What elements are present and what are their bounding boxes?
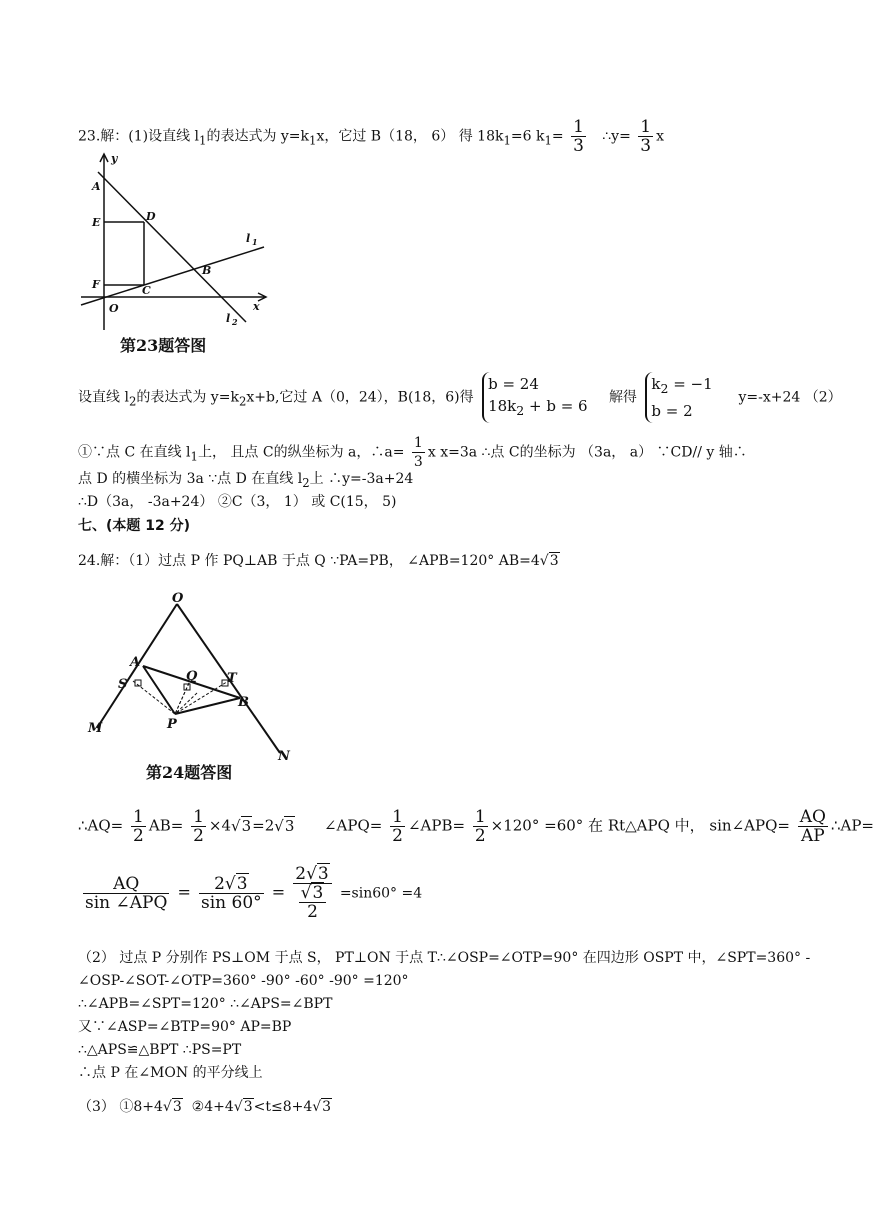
label-Q: Q — [186, 669, 198, 684]
label-O: O — [109, 302, 119, 315]
q24-part2-e: ∴△APS≌△BPT ∴PS=PT — [78, 1042, 242, 1058]
radicand: 3 — [243, 1099, 253, 1115]
text: 的表达式为 y=k — [206, 128, 310, 145]
label-A: A — [92, 180, 101, 193]
q23-part2-a — [78, 434, 747, 471]
fraction-one-third — [571, 118, 586, 155]
num — [299, 884, 327, 903]
text: 解得 — [608, 389, 637, 406]
fraction-one-third-2 — [638, 118, 653, 155]
text: 的表达式为 y=k — [136, 389, 239, 406]
sqrt: √3 — [312, 1099, 332, 1115]
num: 1 — [413, 435, 423, 451]
fraction-one-third-3 — [412, 434, 425, 471]
sub: 1 — [544, 133, 552, 148]
eq: k — [651, 375, 661, 393]
label-N: N — [278, 749, 290, 764]
q24-part2-a: （2） 过点 P 分别作 PS⊥OM 于点 S， PT⊥ON 于点 T∴∠OSP=∠OTP=90° 在四边形 OSPT 中，∠SPT=360° - — [78, 950, 811, 966]
text: ×120° =60° 在 Rt△APQ 中， sin∠APQ= — [490, 816, 790, 835]
label-l1: l — [246, 232, 251, 245]
num: AQ — [83, 875, 169, 894]
label-S: S — [118, 677, 128, 692]
sqrt: √3 — [224, 873, 248, 894]
figure-24 — [82, 588, 302, 763]
eq: b = 2 — [651, 402, 693, 420]
text: = — [551, 128, 564, 145]
label-l1-sub: 1 — [252, 237, 258, 247]
label-D: D — [146, 210, 156, 223]
fraction-aq-ap — [798, 808, 828, 845]
label-C: C — [142, 284, 151, 297]
sub: 1 — [503, 133, 511, 148]
text: ①∵点 C 在直线 l — [78, 444, 191, 461]
sqrt: √3 — [231, 816, 252, 835]
fraction-sqrt3-2 — [299, 884, 327, 921]
num: 1 — [133, 807, 144, 827]
fraction-half-4 — [473, 808, 488, 845]
text: 上， 且点 C的纵坐标为 a，∴a= — [197, 444, 405, 461]
text: 24.解：（1）过点 P 作 PQ⊥AB 于点 Q ∵PA=PB， ∠APB=120° AB=4 — [78, 553, 540, 569]
den: 2 — [474, 826, 486, 846]
q24-part2-f: ∴点 P 在∠MON 的平分线上 — [78, 1065, 263, 1081]
sqrt: √3 — [274, 816, 295, 835]
sub: 2 — [128, 394, 137, 409]
radicand: 3 — [284, 816, 295, 835]
label-l2: l — [226, 312, 231, 325]
text: =sin60° =4 — [339, 885, 423, 902]
label-B: B — [202, 264, 212, 277]
sub: 2 — [516, 403, 525, 418]
text: =2 — [252, 816, 275, 835]
q24-line1 — [78, 551, 560, 571]
fraction-aq-sin — [83, 875, 169, 912]
figure-24-caption: 第24题答图 — [146, 763, 233, 782]
section-heading: 七、(本题 12 分) — [78, 518, 191, 534]
den: 2 — [392, 826, 403, 846]
q23-part2-c: ∴D（3a， -3a+24） ②C（3， 1） 或 C(15， 5) — [78, 494, 397, 510]
radicand: 3 — [241, 816, 252, 835]
text: 上 ∴y=-3a+24 — [309, 471, 414, 487]
den: AP — [800, 826, 825, 846]
q24-part2-d: 又∵∠ASP=∠BTP=90° AP=BP — [78, 1019, 292, 1035]
den: 3 — [413, 454, 423, 470]
sqrt: √3 — [233, 1099, 253, 1115]
fraction-2sqrt3-sin60 — [199, 875, 264, 912]
q24-aq-line — [78, 808, 874, 845]
text: x x=3a ∴点 C的坐标为 （3a， a） ∵CD// y 轴∴ — [427, 444, 747, 461]
eq: b = 24 — [488, 375, 539, 393]
q24-part2-b: ∠OSP-∠SOT-∠OTP=360° -90° -60° -90° =120° — [78, 973, 409, 989]
fraction-half — [131, 808, 146, 845]
radicand: 3 — [549, 553, 559, 569]
text: ∴y= — [602, 128, 631, 145]
label-A: A — [130, 655, 141, 670]
text: 设直线 l — [78, 389, 129, 406]
text: 2 — [295, 864, 307, 884]
text: y=-x+24 （2） — [738, 389, 842, 406]
text: x+b,它过 A（0，24），B(18，6)得 — [246, 389, 474, 406]
sub: 1 — [190, 449, 198, 464]
radicand: 3 — [317, 864, 329, 884]
eq: 18k — [488, 397, 517, 415]
num: AQ — [799, 807, 826, 827]
fraction-half-2 — [191, 808, 206, 845]
q23-line2 — [78, 372, 842, 423]
sqrt: √3 — [300, 883, 324, 903]
sub: 2 — [660, 381, 669, 396]
text: <t≤8+4 — [253, 1099, 313, 1115]
text: ∠APB= — [407, 816, 466, 835]
figure-23-caption: 第23题答图 — [120, 336, 207, 355]
text: =6 k — [510, 128, 545, 145]
radicand: 3 — [312, 883, 324, 903]
num — [199, 875, 264, 894]
label-x: x — [253, 300, 260, 313]
num: 1 — [474, 807, 486, 827]
sub: 1 — [199, 133, 207, 148]
fraction-half-3 — [390, 808, 405, 845]
equation-system-1 — [482, 372, 592, 423]
sqrt: √3 — [306, 864, 329, 884]
radicand: 3 — [236, 873, 248, 894]
den: 3 — [640, 136, 652, 156]
sub: 1 — [309, 133, 317, 148]
label-B: B — [238, 695, 249, 710]
eq: = −1 — [668, 375, 713, 393]
sqrt: √3 — [539, 553, 559, 569]
sqrt: √3 — [162, 1099, 182, 1115]
text: ∴AP= — [830, 816, 874, 835]
den — [293, 884, 332, 921]
sub: 2 — [302, 475, 310, 490]
num: 1 — [573, 117, 584, 137]
num: 1 — [640, 117, 652, 137]
eq: + b = 6 — [524, 397, 588, 415]
fraction-compound — [293, 865, 332, 921]
num: 1 — [392, 807, 403, 827]
text: ∴AQ= — [78, 816, 124, 835]
text: AB= — [148, 816, 184, 835]
equation-system-2 — [645, 372, 716, 423]
text: （3） ①8+4 — [78, 1099, 163, 1115]
den: 3 — [573, 136, 584, 156]
q24-part2-c: ∴∠APB=∠SPT=120° ∴∠APS=∠BPT — [78, 996, 333, 1012]
label-T: T — [227, 671, 237, 686]
text: 23.解：(1)设直线 l — [78, 128, 200, 145]
den: sin ∠APQ — [85, 892, 168, 913]
label-M: M — [88, 721, 103, 736]
text: x — [656, 128, 664, 145]
den: 2 — [193, 826, 204, 846]
sub: 2 — [238, 394, 247, 409]
label-O: O — [172, 591, 184, 606]
text: 点 D 的横坐标为 3a ∵点 D 在直线 l — [78, 471, 303, 487]
label-E: E — [92, 216, 101, 229]
text: 2 — [214, 873, 225, 894]
q24-ap-line: $\frac{AQ}{\text{sin ∠APQ}}$ = $\frac{2√3}{\sin 60^\circ}$ = $\frac{2√3}{\frac{√3}{2}}$ =sin60° =4 — [85, 864, 423, 922]
label-P: P — [167, 717, 177, 732]
den: sin 60° — [201, 892, 262, 913]
radicand: 3 — [172, 1099, 182, 1115]
label-l2-sub: 2 — [232, 317, 238, 327]
q24-part3 — [78, 1097, 332, 1117]
label-F: F — [92, 278, 100, 291]
text: ∠APQ= — [323, 816, 383, 835]
den: 2 — [307, 902, 318, 922]
figure-23 — [76, 150, 276, 335]
den: 2 — [133, 826, 144, 846]
radicand: 3 — [322, 1099, 332, 1115]
num: 1 — [193, 807, 204, 827]
q23-part2-b — [78, 469, 413, 493]
text: x，它过 B（18， 6） 得 18k — [316, 128, 504, 145]
label-y: y — [111, 152, 118, 165]
text: ×4 — [208, 816, 232, 835]
text: ②4+4 — [191, 1099, 234, 1115]
